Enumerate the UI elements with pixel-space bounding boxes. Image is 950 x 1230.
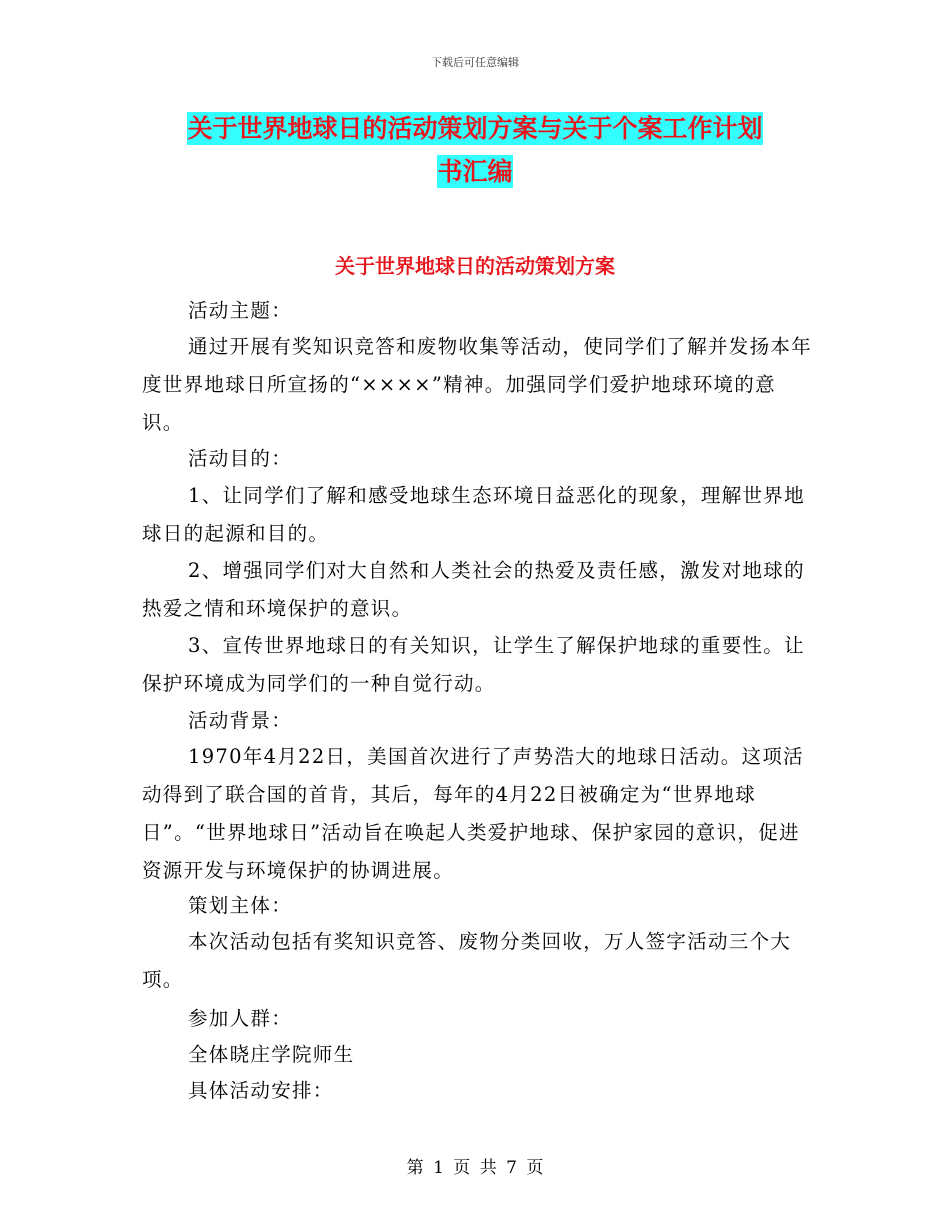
paragraph-background-body: 1970年4月22日，美国首次进行了声势浩大的地球日活动。这项活动得到了联合国的首肯，其后，每年的4月22日被确定为“世界地球日”。“世界地球日”活动旨在唤起人类爱护地球、保护家园的意识，促进资源开发与环境保护的协调进展。 <box>142 745 804 882</box>
paragraph-theme-heading: 活动主题： <box>188 299 293 322</box>
paragraph-theme-body: 通过开展有奖知识竞答和废物收集等活动，使同学们了解并发扬本年度世界地球日所宣扬的“××××”精神。加强同学们爱护地球环境的意识。 <box>142 335 813 434</box>
section-title: 关于世界地球日的活动策划方案 <box>335 254 615 278</box>
page-footer: 第 1 页 共 7 页 <box>406 1158 544 1178</box>
paragraph-purpose-2: 2、增强同学们对大自然和人类社会的热爱及责任感，激发对地球的热爱之情和环境保护的意识。 <box>142 559 805 620</box>
document-title-line-2: 书汇编 <box>437 157 513 186</box>
document-title-line-1: 关于世界地球日的活动策划方案与关于个案工作计划 <box>187 114 763 143</box>
paragraph-purpose-3: 3、宣传世界地球日的有关知识，让学生了解保护地球的重要性。让保护环境成为同学们的一种自觉行动。 <box>142 634 805 695</box>
paragraph-participants-heading: 参加人群： <box>188 1007 293 1030</box>
paragraph-purpose-1: 1、让同学们了解和感受地球生态环境日益恶化的现象，理解世界地球日的起源和目的。 <box>142 484 805 545</box>
paragraph-schedule-heading: 具体活动安排： <box>188 1079 334 1102</box>
page-header: 下载后可任意编辑 <box>431 56 519 69</box>
paragraph-subject-heading: 策划主体： <box>188 894 293 917</box>
paragraph-purpose-heading: 活动目的： <box>188 447 293 470</box>
paragraph-subject-body: 本次活动包括有奖知识竞答、废物分类回收，万人签字活动三个大项。 <box>142 930 792 991</box>
paragraph-background-heading: 活动背景： <box>188 709 293 732</box>
paragraph-participants-body: 全体晓庄学院师生 <box>188 1043 355 1066</box>
